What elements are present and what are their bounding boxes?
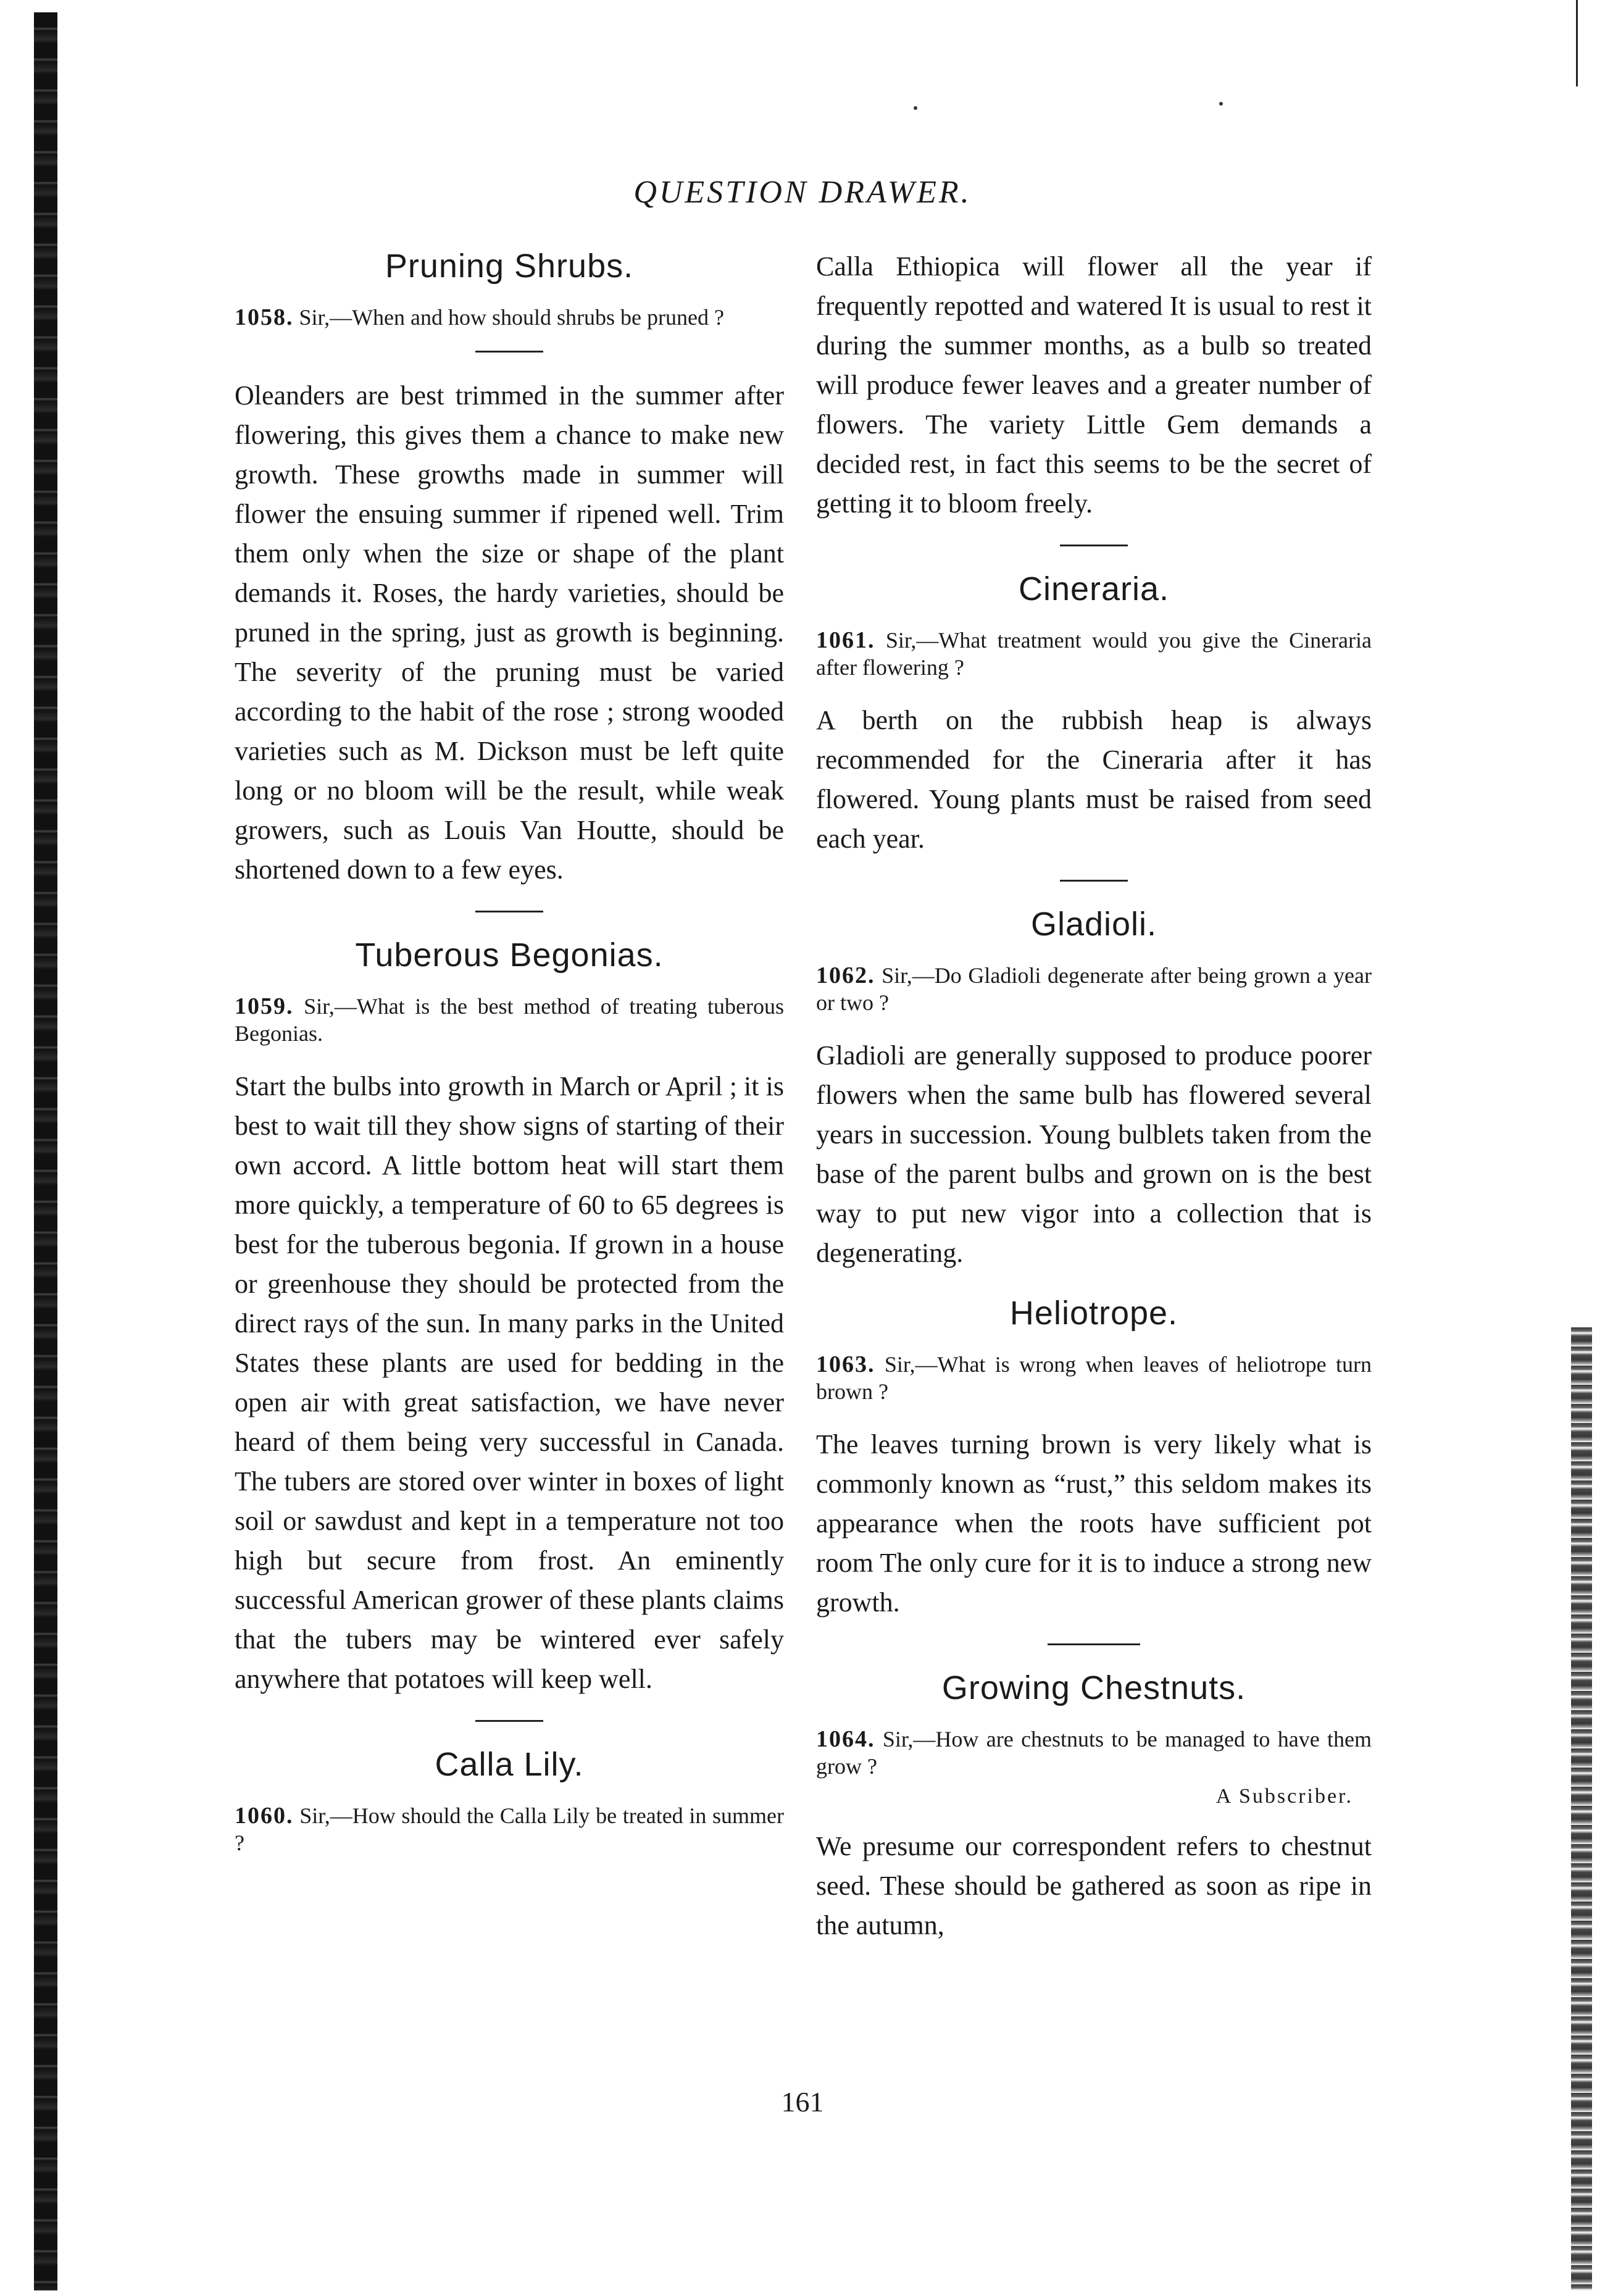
answer-text: A berth on the rubbish heap is always recommended for the Cineraria after it has flowered. Young plants must be raised from seed each year. — [816, 705, 1372, 854]
article-gladioli — [816, 905, 1372, 1273]
reader-question — [235, 1802, 784, 1856]
article-growing-chestnuts — [816, 1669, 1372, 1945]
question-text: Sir,—How are chestnuts to be managed to have them grow ? — [816, 1727, 1372, 1779]
question-text: Sir,—What treatment would you give the Cineraria after flowering ? — [816, 628, 1372, 680]
correspondent-signature: A Subscriber. — [1215, 1785, 1353, 1808]
divider — [475, 351, 543, 353]
answer-text: Gladioli are generally supposed to produce poorer flowers when the same bulb has flowered several years in succession. Young bulblets taken from the base of the parent bulbs and grown on is the best way to put new vigor into a collection that is degenerating. — [816, 1040, 1372, 1268]
article-heading: Gladioli. — [1030, 906, 1157, 943]
scan-border-left — [34, 12, 57, 2290]
article-pruning-shrubs — [235, 247, 784, 890]
article-heading: Heliotrope. — [1009, 1295, 1178, 1332]
right-column — [816, 247, 1372, 1966]
divider — [1060, 545, 1128, 546]
page-number: 161 — [781, 2086, 824, 2118]
question-text: Sir,—When and how should shrubs be pruned ? — [299, 305, 724, 330]
answer-text: Calla Ethiopica will flower all the year if frequently repotted and watered It is usual to rest it during the summer months, as a bulb so treated will produce fewer leaves and a greater number of flowers. The variety Little Gem demands a decided rest, in fact this seems to be the secret of getting it to bloom freely. — [816, 251, 1372, 519]
reader-question — [235, 304, 784, 331]
divider — [1048, 1643, 1140, 1645]
answer-text: We presume our correspondent refers to chestnut seed. These should be gathered as soon as ripe in the autumn, — [816, 1831, 1372, 1940]
question-number: 1061. — [816, 627, 875, 653]
reader-question — [816, 962, 1372, 1016]
article-cineraria — [816, 570, 1372, 859]
article-heading: Pruning Shrubs. — [385, 248, 634, 285]
question-number: 1062. — [816, 962, 875, 988]
scan-border-right-top — [1576, 0, 1578, 86]
answer-text: The leaves turning brown is very likely what is commonly known as “rust,” this seldom makes its appearance when the roots have sufficient pot room The only cure for it is to induce a strong new growth. — [816, 1429, 1372, 1618]
scan-speck — [914, 106, 917, 110]
scan-speck — [1219, 102, 1223, 106]
running-head: QUESTION DRAWER. — [633, 175, 972, 210]
scan-border-right — [1571, 1327, 1592, 2290]
question-number: 1064. — [816, 1726, 875, 1752]
reader-question — [235, 993, 784, 1047]
question-text: Sir,—What is the best method of treating tuberous Begonias. — [235, 994, 784, 1046]
article-heading: Growing Chestnuts. — [941, 1669, 1246, 1706]
left-column — [235, 247, 784, 1876]
question-number: 1063. — [816, 1351, 875, 1377]
article-tuberous-begonias — [235, 936, 784, 1699]
question-number: 1059. — [235, 993, 294, 1019]
divider — [475, 911, 543, 912]
answer-text: Oleanders are best trimmed in the summer after flowering, this gives them a chance to make new growth. These growths made in summer will flower the ensuing summer if ripened well. Trim them only when the size or shape of the plant demands it. Roses, the hardy varieties, should be pruned in the spring, just as growth is beginning. The severity of the pruning must be varied according to the habit of the rose ; strong wooded varieties such as M. Dickson must be left quite long or no bloom will be the result, while weak growers, such as Louis Van Houtte, should be shortened down to a few eyes. — [235, 380, 784, 885]
divider — [475, 1720, 543, 1722]
article-calla-lily — [235, 1745, 784, 1856]
question-text: Sir,—What is wrong when leaves of heliotrope turn brown ? — [816, 1352, 1372, 1404]
article-heading: Calla Lily. — [435, 1746, 584, 1783]
question-number: 1060. — [235, 1803, 294, 1829]
reader-question — [816, 1726, 1372, 1780]
reader-question — [816, 627, 1372, 681]
question-number: 1058. — [235, 304, 294, 330]
reader-question — [816, 1351, 1372, 1405]
article-heading: Cineraria. — [1018, 570, 1170, 607]
article-heliotrope — [816, 1294, 1372, 1622]
answer-text: Start the bulbs into growth in March or April ; it is best to wait till they show signs of starting of their own accord. A little bottom heat will start them more quickly, a temperature of 60 to 65 degrees is best for the tuberous begonia. If grown in a house or greenhouse they should be protected from the direct rays of the sun. In many parks in the United States these plants are used for bedding in the open air with great satisfaction, we have never heard of them being very successful in Canada. The tubers are stored over winter in boxes of light soil or sawdust and kept in a temperature not too high but secure from frost. An eminently successful American grower of these plants claims that the tubers may be wintered ever safely anywhere that potatoes will keep well. — [235, 1071, 784, 1694]
question-text: Sir,—How should the Calla Lily be treated in summer ? — [235, 1803, 785, 1855]
question-text: Sir,—Do Gladioli degenerate after being grown a year or two ? — [816, 963, 1372, 1015]
divider — [1060, 880, 1128, 882]
article-heading: Tuberous Begonias. — [355, 937, 664, 974]
